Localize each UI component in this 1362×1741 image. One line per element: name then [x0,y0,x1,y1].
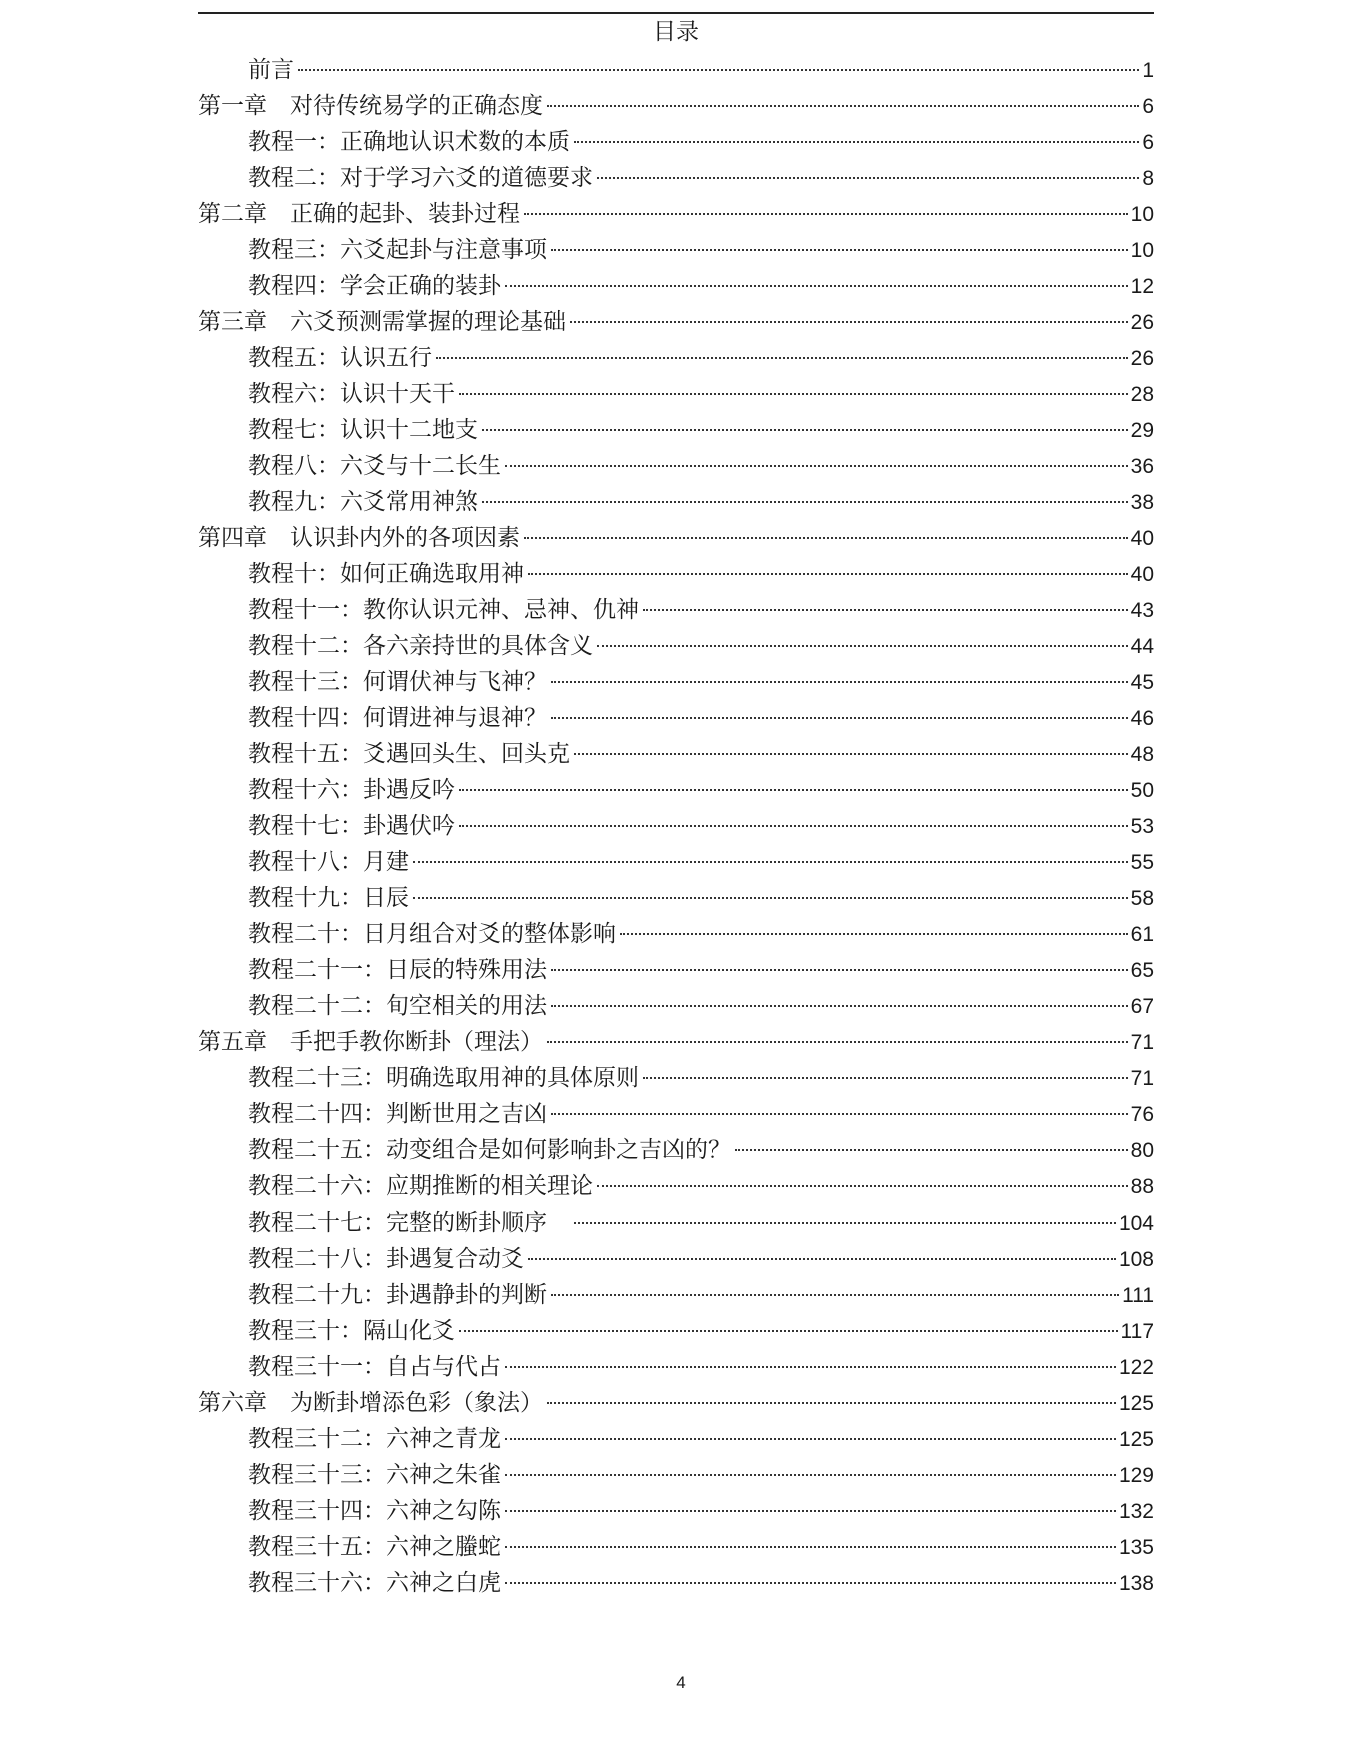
dot-leader [574,141,1139,143]
toc-section-entry[interactable] [198,1205,1154,1241]
toc-section-entry[interactable] [198,1241,1154,1277]
toc-entry-label: 教程十九：日辰 [248,885,409,912]
toc-entry-label: 教程三：六爻起卦与注意事项 [248,237,547,264]
dot-leader [547,1041,1128,1043]
dot-leader [505,1582,1116,1584]
toc-entry-label: 教程十八：月建 [248,849,409,876]
toc-entry-label: 教程十六：卦遇反吟 [248,777,455,804]
toc-entry-page: 55 [1130,851,1154,875]
toc-entry-page: 58 [1130,887,1154,911]
dot-leader [551,717,1128,719]
toc-section-entry[interactable] [198,268,1154,304]
dot-leader [547,105,1139,107]
toc-section-entry[interactable] [198,52,1154,88]
dot-leader [505,285,1128,287]
toc-entry-page: 43 [1130,599,1154,623]
toc-entry-label: 教程八：六爻与十二长生 [248,453,501,480]
toc-entry-label: 教程九：六爻常用神煞 [248,489,478,516]
dot-leader [528,573,1128,575]
dot-leader [436,357,1128,359]
toc-section-entry[interactable] [198,412,1154,448]
toc-entry-page: 40 [1130,527,1154,551]
toc-entry-label: 教程十一：教你认识元神、忌神、仇神 [248,597,639,624]
dot-leader [524,213,1128,215]
toc-section-entry[interactable] [198,160,1154,196]
dot-leader [547,1402,1116,1404]
dot-leader [482,501,1128,503]
table-of-contents [198,52,1154,1601]
toc-entry-label: 教程五：认识五行 [248,345,432,372]
toc-entry-page: 28 [1130,383,1154,407]
toc-entry-label: 教程十七：卦遇伏吟 [248,813,455,840]
dot-leader [597,177,1139,179]
toc-entry-label: 教程二十：日月组合对爻的整体影响 [248,921,616,948]
dot-leader [551,969,1128,971]
toc-entry-label: 教程十三：何谓伏神与飞神？ [248,669,547,696]
toc-entry-page: 138 [1118,1571,1154,1595]
dot-leader [505,1546,1116,1548]
toc-entry-page: 117 [1120,1319,1154,1343]
toc-entry-label: 教程二十八：卦遇复合动爻 [248,1245,524,1272]
dot-leader [459,1330,1118,1332]
toc-entry-page: 53 [1130,815,1154,839]
toc-entry-page: 40 [1130,563,1154,587]
toc-section-entry[interactable] [198,700,1154,736]
toc-section-entry[interactable] [198,844,1154,880]
dot-leader [505,1366,1116,1368]
toc-entry-page: 6 [1142,95,1154,119]
toc-title: 目录 [653,19,699,45]
toc-entry-label: 教程十五：爻遇回头生、回头克 [248,741,570,768]
toc-entry-page: 48 [1130,743,1154,767]
dot-leader [505,1510,1116,1512]
toc-entry-page: 36 [1130,455,1154,479]
toc-section-entry[interactable] [198,376,1154,412]
toc-entry-label: 教程二十四：判断世用之吉凶 [248,1101,547,1128]
toc-entry-label: 教程三十三：六神之朱雀 [248,1461,501,1488]
toc-section-entry[interactable] [198,1457,1154,1493]
toc-entry-label: 教程三十六：六神之白虎 [248,1569,501,1596]
toc-entry-label: 教程六：认识十天干 [248,381,455,408]
toc-entry-label: 教程二：对于学习六爻的道德要求 [248,165,593,192]
dot-leader [505,1438,1116,1440]
toc-section-entry[interactable] [198,1493,1154,1529]
toc-section-entry[interactable] [198,772,1154,808]
dot-leader [524,537,1128,539]
toc-section-entry[interactable] [198,736,1154,772]
toc-entry-label: 教程二十六：应期推断的相关理论 [248,1173,593,1200]
toc-entry-page: 29 [1130,419,1154,443]
toc-entry-page: 12 [1130,275,1154,299]
dot-leader [413,897,1128,899]
toc-section-entry[interactable] [198,1421,1154,1457]
toc-section-entry[interactable] [198,1565,1154,1601]
toc-entry-label: 前言 [248,57,294,83]
toc-entry-label: 第一章 对待传统易学的正确态度 [198,93,543,120]
toc-section-entry[interactable] [198,664,1154,700]
dot-leader [643,609,1128,611]
dot-leader [570,321,1128,323]
dot-leader [528,1258,1116,1260]
dot-leader [551,1113,1128,1115]
toc-section-entry[interactable] [198,124,1154,160]
toc-entry-page: 132 [1118,1499,1154,1523]
toc-entry-page: 26 [1130,347,1154,371]
toc-entry-label: 教程四：学会正确的装卦 [248,273,501,300]
toc-entry-label: 第二章 正确的起卦、装卦过程 [198,201,520,228]
toc-entry-label: 教程三十二：六神之青龙 [248,1425,501,1452]
toc-entry-label: 第五章 手把手教你断卦（理法） [198,1029,543,1056]
dot-leader [459,393,1128,395]
toc-entry-page: 38 [1130,491,1154,515]
toc-section-entry[interactable] [198,1313,1154,1349]
toc-section-entry[interactable] [198,340,1154,376]
toc-section-entry[interactable] [198,592,1154,628]
toc-entry-label: 教程三十五：六神之螣蛇 [248,1533,501,1560]
toc-entry-page: 6 [1142,131,1154,155]
toc-section-entry[interactable] [198,232,1154,268]
toc-section-entry[interactable] [198,1349,1154,1385]
toc-entry-page: 111 [1122,1283,1154,1307]
toc-section-entry[interactable] [198,484,1154,520]
toc-section-entry[interactable] [198,1529,1154,1565]
toc-entry-page: 65 [1130,959,1154,983]
dot-leader [505,1474,1116,1476]
toc-section-entry[interactable] [198,1060,1154,1096]
toc-entry-label: 教程二十三：明确选取用神的具体原则 [248,1065,639,1092]
toc-entry-label: 教程二十五：动变组合是如何影响卦之吉凶的？ [248,1137,731,1164]
toc-chapter-entry[interactable] [198,196,1154,232]
toc-entry-page: 129 [1118,1463,1154,1487]
dot-leader [735,1149,1128,1151]
dot-leader [459,825,1128,827]
toc-entry-page: 76 [1130,1103,1154,1127]
toc-entry-page: 26 [1130,311,1154,335]
toc-entry-label: 第六章 为断卦增添色彩（象法） [198,1389,543,1416]
toc-entry-label: 第三章 六爻预测需掌握的理论基础 [198,309,566,336]
toc-entry-page: 108 [1118,1247,1154,1271]
toc-entry-page: 10 [1130,203,1154,227]
toc-entry-page: 80 [1130,1139,1154,1163]
toc-entry-page: 104 [1118,1211,1154,1235]
toc-entry-page: 125 [1118,1427,1154,1451]
toc-entry-label: 教程十：如何正确选取用神 [248,561,524,588]
dot-leader [482,429,1128,431]
dot-leader [505,465,1128,467]
toc-entry-page: 61 [1130,923,1154,947]
dot-leader [597,645,1128,647]
toc-entry-label: 教程三十：隔山化爻 [248,1317,455,1344]
toc-section-entry[interactable] [198,628,1154,664]
header-rule [198,12,1154,14]
toc-entry-page: 88 [1130,1175,1154,1199]
toc-entry-label: 教程二十七：完整的断卦顺序 [248,1209,570,1236]
dot-leader [551,1294,1119,1296]
toc-entry-page: 71 [1130,1067,1154,1091]
dot-leader [574,1222,1116,1224]
toc-entry-label: 教程十二：各六亲持世的具体含义 [248,633,593,660]
toc-entry-label: 教程二十九：卦遇静卦的判断 [248,1281,547,1308]
toc-entry-page: 1 [1142,59,1154,82]
page-number: 4 [676,1673,686,1692]
dot-leader [551,249,1128,251]
toc-entry-page: 10 [1130,239,1154,263]
toc-section-entry[interactable] [198,1168,1154,1204]
toc-entry-label: 教程十四：何谓进神与退神？ [248,705,547,732]
toc-chapter-entry[interactable] [198,520,1154,556]
dot-leader [597,1185,1128,1187]
toc-chapter-entry[interactable] [198,1385,1154,1421]
toc-entry-page: 45 [1130,671,1154,695]
toc-entry-page: 44 [1130,635,1154,659]
toc-chapter-entry[interactable] [198,88,1154,124]
dot-leader [551,1005,1128,1007]
toc-section-entry[interactable] [198,808,1154,844]
dot-leader [413,861,1128,863]
toc-entry-label: 教程二十一：日辰的特殊用法 [248,957,547,984]
toc-entry-page: 46 [1130,707,1154,731]
toc-section-entry[interactable] [198,1096,1154,1132]
toc-entry-label: 教程七：认识十二地支 [248,417,478,444]
dot-leader [643,1077,1128,1079]
toc-entry-label: 教程三十一：自占与代占 [248,1353,501,1380]
toc-section-entry[interactable] [198,916,1154,952]
dot-leader [574,753,1128,755]
toc-section-entry[interactable] [198,448,1154,484]
toc-chapter-entry[interactable] [198,1024,1154,1060]
toc-entry-label: 教程三十四：六神之勾陈 [248,1497,501,1524]
toc-entry-page: 8 [1142,167,1154,191]
toc-entry-page: 135 [1118,1535,1154,1559]
dot-leader [298,69,1139,71]
toc-entry-page: 125 [1118,1391,1154,1415]
toc-entry-page: 67 [1130,995,1154,1019]
toc-entry-label: 第四章 认识卦内外的各项因素 [198,525,520,552]
toc-section-entry[interactable] [198,988,1154,1024]
dot-leader [551,681,1128,683]
toc-entry-page: 122 [1118,1355,1154,1379]
toc-entry-label: 教程一：正确地认识术数的本质 [248,129,570,156]
toc-section-entry[interactable] [198,1132,1154,1168]
toc-section-entry[interactable] [198,952,1154,988]
dot-leader [620,933,1128,935]
toc-section-entry[interactable] [198,556,1154,592]
toc-entry-label: 教程二十二：旬空相关的用法 [248,993,547,1020]
toc-entry-page: 71 [1130,1031,1154,1055]
toc-entry-page: 50 [1130,779,1154,803]
toc-section-entry[interactable] [198,1277,1154,1313]
toc-section-entry[interactable] [198,880,1154,916]
toc-chapter-entry[interactable] [198,304,1154,340]
dot-leader [459,789,1128,791]
